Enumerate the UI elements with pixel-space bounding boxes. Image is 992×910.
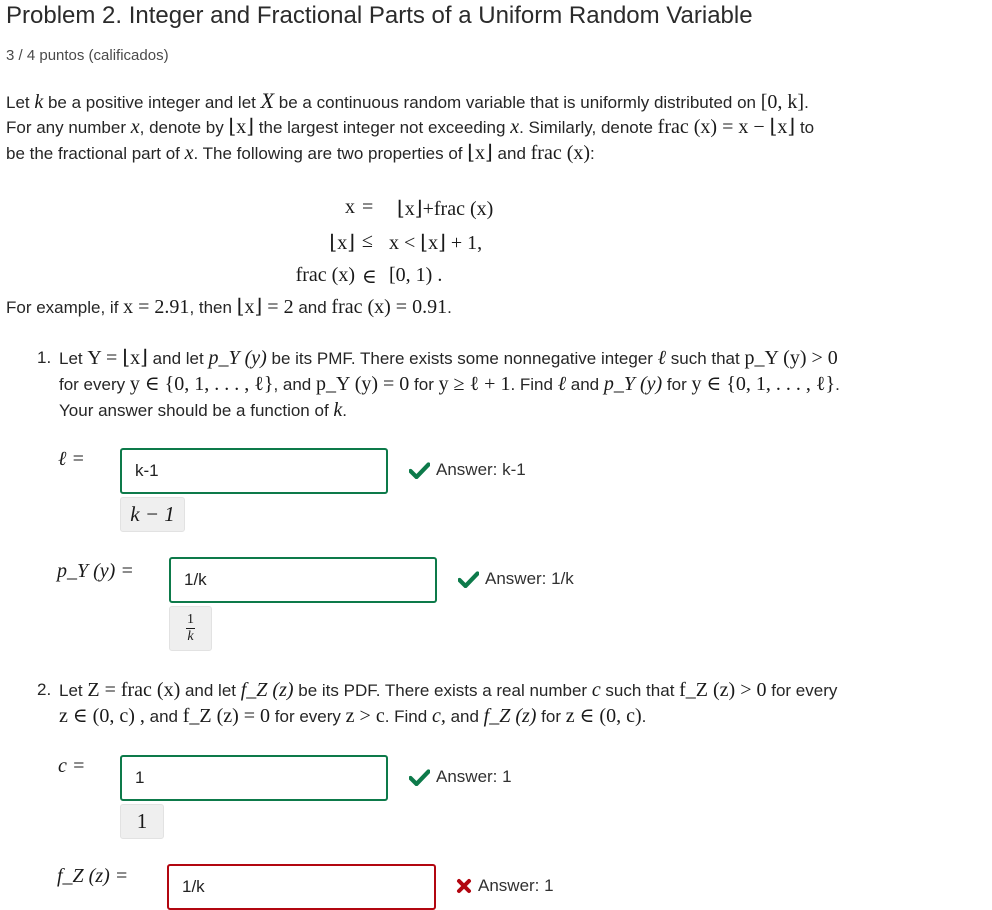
c-feedback-text: Answer: 1 (436, 767, 512, 786)
points-status: 3 / 4 puntos (calificados) (6, 47, 169, 64)
pmf-preview-numerator: 1 (187, 612, 194, 627)
part-2-line-1: Let Z = frac (x) and let f_Z (z) be its PDF. There exists a real number c such that f_Z (z) > 0 for every (59, 679, 838, 701)
example-line: For example, if x = 2.91, then ⌊x⌋ = 2 and frac (x) = 0.91. (6, 296, 452, 318)
ell-label: ℓ = (58, 448, 85, 470)
c-answer-input[interactable]: 1 (120, 755, 388, 801)
ell-feedback (409, 460, 526, 480)
display-eq-1-rhs: ⌊x⌋+frac (x) (397, 198, 494, 220)
part-1-line-2: for every y ∈ {0, 1, . . . , ℓ}, and p_Y (y) = 0 for y ≥ ℓ + 1. Find ℓ and p_Y (y) for y ∈ {0, 1, . . . , ℓ}. (59, 373, 840, 395)
display-eq-1-lhs: x (345, 196, 355, 218)
part-1-line-1: Let Y = ⌊x⌋ and let p_Y (y) be its PMF. There exists some nonnegative integer ℓ such that p_Y (y) > 0 (59, 347, 838, 369)
display-eq-1-rel: = (362, 196, 374, 218)
ell-feedback-text: Answer: k-1 (436, 460, 526, 479)
display-eq-2-rhs: x < ⌊x⌋ + 1, (389, 232, 483, 254)
display-eq-2-lhs: ⌊x⌋ (329, 232, 355, 254)
intro-line-1: Let k be a positive integer and let X be a continuous random variable that is uniformly distributed on [0, k]. (6, 88, 809, 113)
display-eq-2-rel: ≤ (362, 230, 373, 252)
part-2-line-2: z ∈ (0, c) , and f_Z (z) = 0 for every z > c. Find c, and f_Z (z) for z ∈ (0, c). (59, 705, 647, 727)
pdf-answer-input[interactable]: 1/k (167, 864, 436, 910)
ell-answer-input[interactable]: k-1 (120, 448, 388, 494)
part-1-line-3: Your answer should be a function of k. (59, 399, 348, 421)
display-eq-3-lhs: frac (x) (295, 264, 355, 286)
c-math-preview: 1 (120, 804, 164, 839)
pmf-answer-input[interactable]: 1/k (169, 557, 437, 603)
pmf-label: p_Y (y) = (57, 560, 134, 582)
problem-title: Problem 2. Integer and Fractional Parts of a Uniform Random Variable (6, 2, 753, 29)
c-label: c = (58, 755, 86, 777)
pdf-feedback-text: Answer: 1 (478, 876, 554, 895)
pmf-math-preview (169, 606, 212, 651)
display-eq-3-rel: ∈ (362, 266, 377, 288)
intro-line-2: For any number x, denote by ⌊x⌋ the largest integer not exceeding x. Similarly, denote frac (x) = x − ⌊x⌋ to (6, 116, 815, 138)
part-2-number: 2. (37, 680, 52, 699)
display-eq-3-rhs: [0, 1) . (389, 264, 443, 286)
ell-math-preview: k − 1 (120, 497, 185, 532)
pdf-feedback (456, 876, 554, 896)
pmf-feedback (458, 569, 574, 589)
pmf-preview-denominator: k (187, 629, 194, 644)
intro-line-3: be the fractional part of x. The following are two properties of ⌊x⌋ and frac (x): (6, 142, 595, 164)
checkmark-icon (458, 571, 479, 588)
pdf-label: f_Z (z) = (57, 865, 129, 887)
part-1-number: 1. (37, 348, 52, 367)
checkmark-icon (409, 769, 430, 786)
c-feedback (409, 767, 512, 787)
pmf-feedback-text: Answer: 1/k (485, 569, 574, 588)
checkmark-icon (409, 462, 430, 479)
